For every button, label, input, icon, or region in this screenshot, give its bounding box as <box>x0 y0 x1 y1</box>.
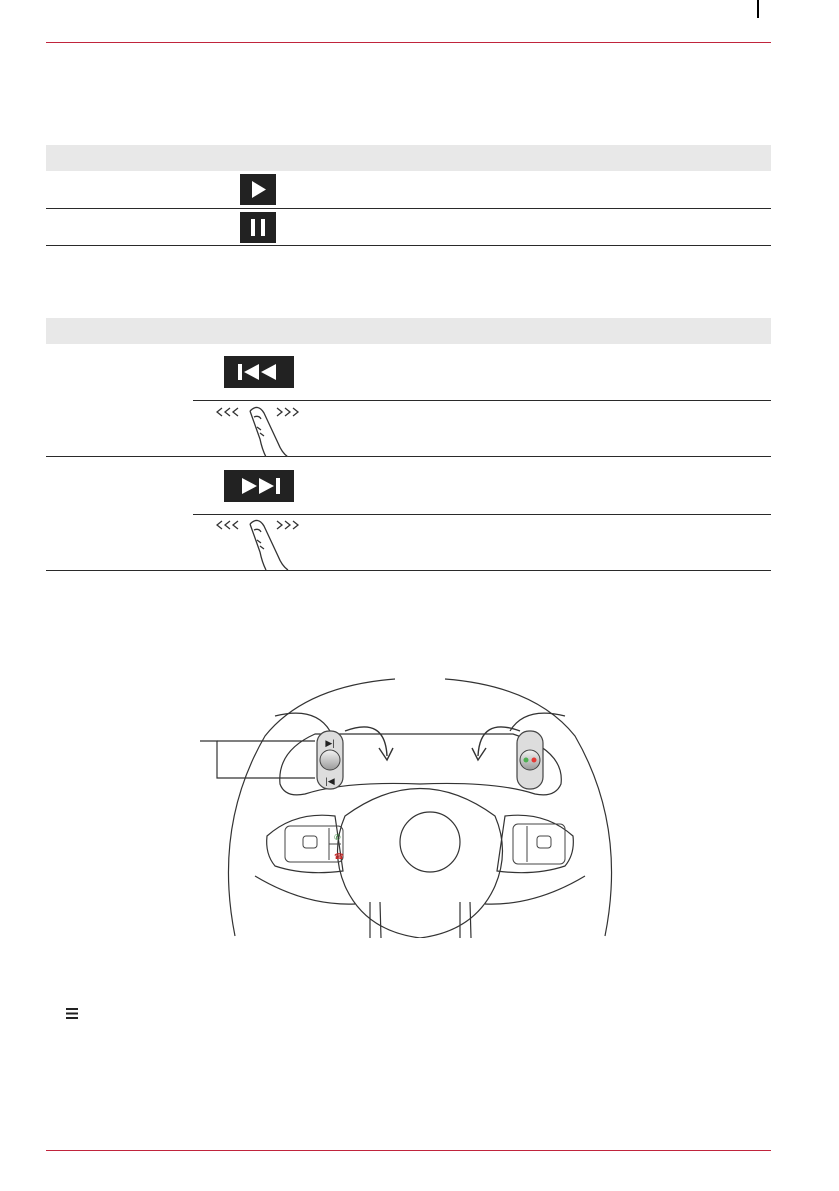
swipe-gesture-icon <box>216 405 300 457</box>
table-row-next <box>46 457 771 571</box>
table-header <box>46 145 771 171</box>
sub-divider <box>193 400 771 401</box>
footer-rule <box>46 1150 771 1151</box>
pause-icon <box>240 212 276 243</box>
svg-text:▶|: ▶| <box>325 738 335 748</box>
page-corner-mark <box>757 0 759 18</box>
table-row-play <box>46 171 771 209</box>
playback-table <box>46 145 771 246</box>
table-row-previous <box>46 344 771 457</box>
skip-previous-icon <box>224 356 294 388</box>
track-table <box>46 318 771 571</box>
play-icon <box>240 174 276 205</box>
sub-divider <box>193 514 771 515</box>
header-rule <box>46 42 771 43</box>
table-row-pause <box>46 209 771 246</box>
svg-text:|◀: |◀ <box>325 776 335 786</box>
svg-text:☎: ☎ <box>334 852 344 861</box>
table-header <box>46 318 771 344</box>
swipe-gesture-icon <box>216 518 300 570</box>
steering-wheel-diagram <box>195 676 645 938</box>
menu-icon <box>66 1008 78 1019</box>
skip-next-icon <box>224 470 294 502</box>
svg-text:✆: ✆ <box>334 833 341 842</box>
